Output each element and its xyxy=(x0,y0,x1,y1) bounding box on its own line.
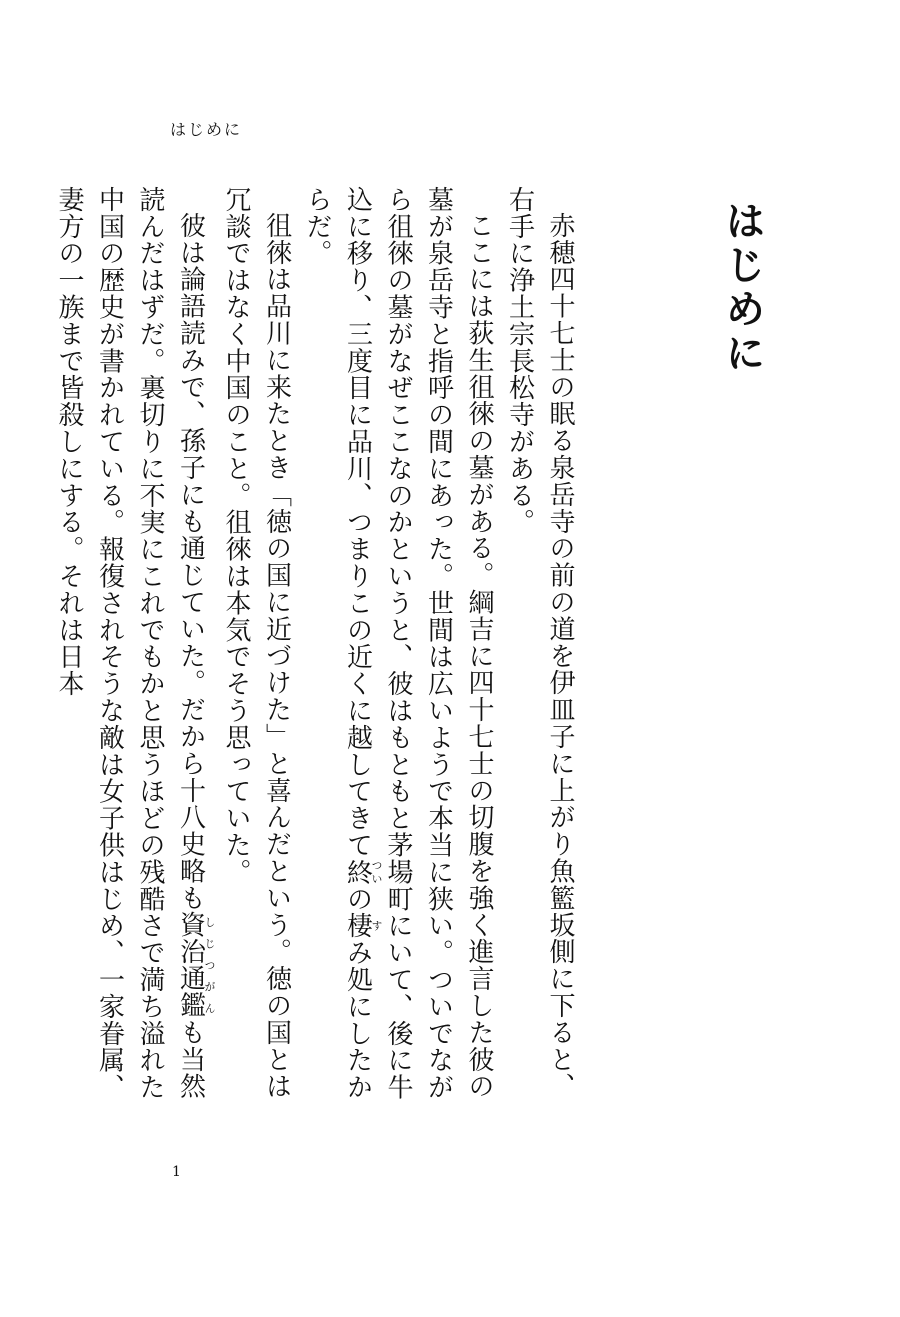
text-segment: 彼は論語読みで、孫子にも通じていた。だから十八史略も xyxy=(175,212,206,912)
ruby-reading: しじつがん xyxy=(203,911,216,1019)
page-number: 1 xyxy=(172,1164,181,1180)
ruby-shijitsugan xyxy=(175,911,216,1020)
paragraph-2 xyxy=(297,186,500,1116)
text-segment: ここには荻生徂徠の墓がある。綱吉に四十七士の切腹を強く進言した彼の墓が泉岳寺と指呼の間にあった。世間は広いようで本当に狭い。ついでながら徂徠の墓がなぜここなのかというと、彼はもともと茅場町にいて、後に牛込に移り、三度目に品川、つまりこの近くに越してきて xyxy=(342,186,494,1101)
text-segment: の xyxy=(342,885,373,913)
paragraph-4 xyxy=(49,186,216,1116)
body-text xyxy=(54,186,580,1116)
chapter-title: はじめに xyxy=(719,200,766,376)
ruby-base: 棲 xyxy=(342,912,373,940)
ruby-reading: す xyxy=(370,912,383,940)
ruby-tsui xyxy=(342,858,383,886)
running-head: はじめに xyxy=(170,120,243,139)
ruby-su xyxy=(342,912,383,940)
text-segment: み処にしたからだ。 xyxy=(302,186,373,1101)
paragraph-1: 赤穂四十七士の眠る泉岳寺の前の道を伊皿子に上がり魚籃坂側に下ると、右手に浄土宗長松寺がある。 xyxy=(504,186,575,1100)
paragraph-3: 徂徠は品川に来たとき「徳の国に近づけた」と喜んだという。徳の国とは冗談ではなく中国のこと。徂徠は本気でそう思っていた。 xyxy=(221,186,292,1100)
text-segment: も当然読んだはずだ。裏切りに不実にこれでもかと思うほどの残酷さで満ち溢れた中国の歴史が書かれている。報復されそうな敵は女子供はじめ、一家眷属、妻方の一族まで皆殺しにする。それは日本 xyxy=(54,186,206,1101)
ruby-base: 資治通鑑 xyxy=(175,911,206,1020)
ruby-base: 終 xyxy=(342,858,373,886)
ruby-reading: つい xyxy=(370,858,383,886)
